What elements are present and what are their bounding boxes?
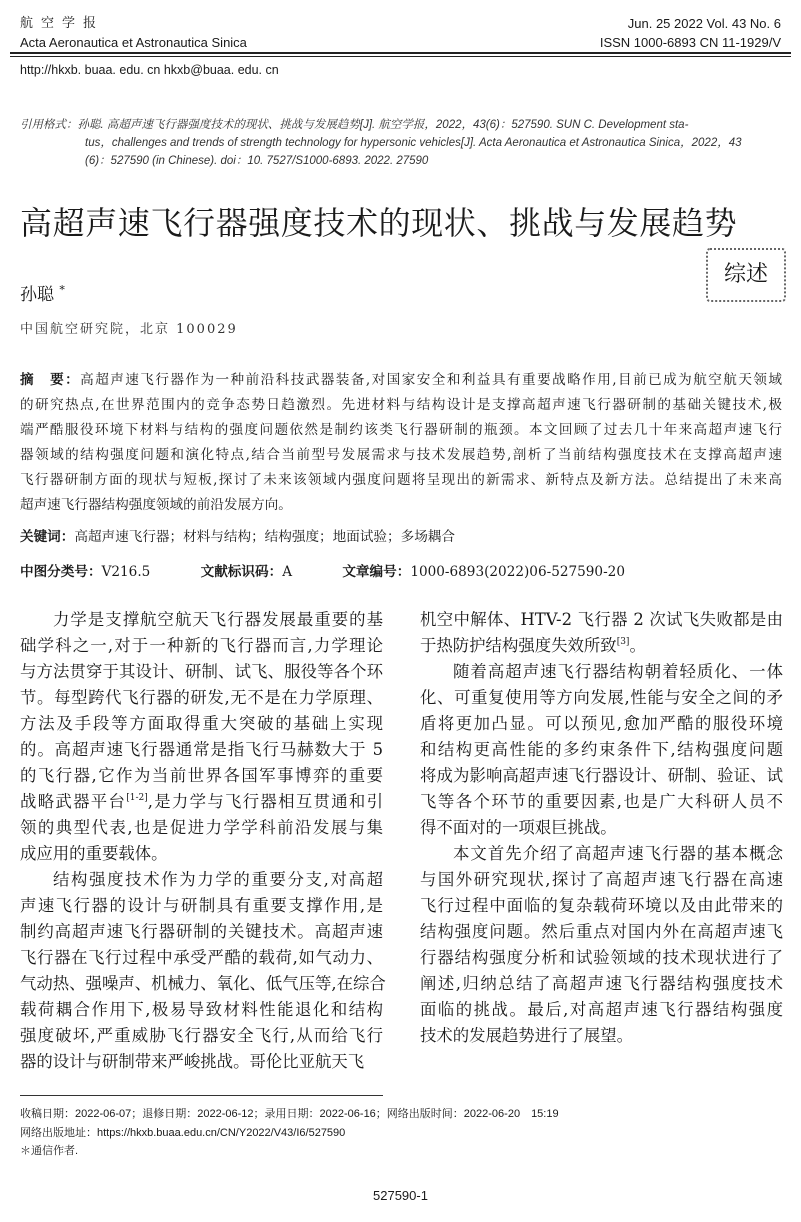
- page-number: 527590-1: [373, 1188, 428, 1203]
- body-text-line: 化、可重复使用等方向发展,性能与安全之间的矛: [420, 688, 783, 707]
- doc-code-label: 文献标识码：: [200, 564, 283, 580]
- body-text-line: 节。每型跨代飞行器的研发,无不是在力学原理、: [20, 688, 383, 707]
- abstract-text: 端严酷服役环境下材料与结构的强度问题依然是制约该类飞行器研制的瓶颈。本文回顾了过去几十年来高超声速飞行: [20, 422, 782, 438]
- keywords: [20, 525, 455, 545]
- citation-line: 引用格式：孙聪. 高超声速飞行器强度技术的现状、挑战与发展趋势[J]. 航空学报，2022，43(6)：527590. SUN C. Development sta-: [20, 119, 689, 131]
- keywords-label: 关键词：: [20, 529, 75, 545]
- abstract-line: [20, 468, 782, 493]
- issue-date-volume: Jun. 25 2022 Vol. 43 No. 6: [627, 16, 781, 31]
- online-address-footnote[interactable]: 网络出版地址：https://hkxb.buaa.edu.cn/CN/Y2022/V43/I6/527590: [20, 1126, 346, 1139]
- body-text-line: 本文首先介绍了高超声速飞行器的基本概念: [453, 844, 783, 863]
- corresponding-author-footnote: ＊通信作者.: [20, 1145, 79, 1157]
- body-column-left: [20, 607, 386, 1075]
- body-text-line: 方法及手段等方面取得重大突破的基础上实现: [20, 714, 383, 733]
- text-segment: 。: [629, 636, 646, 655]
- body-text-line: 行器结构强度分析和试验领域的技术现状进行了: [420, 948, 783, 967]
- corresponding-mark: *: [59, 283, 65, 297]
- citation-line: tus，challenges and trends of strength technology for hypersonic vehicles[J]. Acta Aeronautica et Astronautica Sinica，2022，43: [85, 137, 742, 149]
- article-id-label: 文章编号：: [342, 564, 411, 580]
- abstract-label: 摘 要：: [20, 372, 81, 388]
- article-title: 高超声速飞行器强度技术的现状、挑战与发展趋势: [20, 204, 738, 242]
- author: [20, 280, 65, 305]
- dates-footnote: 收稿日期：2022-06-07；退修日期：2022-06-12；录用日期：2022-06-16；网络出版时间：2022-06-20 15:19: [20, 1108, 559, 1120]
- text-segment: 于热防护结构强度失效所致: [420, 636, 617, 655]
- body-text-line: 础学科之一,对于一种新的飞行器而言,力学理论: [20, 636, 383, 655]
- text-segment: 战略武器平台: [20, 792, 127, 811]
- body-text-line: 声速飞行器的设计与研制具有重要支撑作用,是: [20, 896, 383, 915]
- body-text-line: 载荷耦合作用下,极易导致材料性能退化和结构: [20, 1000, 383, 1019]
- journal-name-cn: 航空学报: [20, 16, 105, 31]
- text-segment: ,是力学与飞行器相互贯通和引: [147, 792, 384, 811]
- body-text-line: 机空中解体、HTV-2 飞行器 2 次试飞失败都是由: [420, 610, 783, 629]
- body-text-line: 领的典型代表,也是促进力学学科前沿发展与集: [20, 818, 383, 837]
- footnotes: [20, 1105, 559, 1161]
- clc-label: 中图分类号：: [20, 564, 102, 580]
- doc-code-value: A: [282, 564, 293, 580]
- body-text-line: 将成为影响高超声速飞行器设计、研制、验证、试: [420, 766, 783, 785]
- keywords-text: 高超声速飞行器；材料与结构；结构强度；地面试验；多场耦合: [74, 529, 455, 545]
- body-text-line: [20, 789, 383, 815]
- body-text-line: 结构强度技术作为力学的重要分支,对高超: [53, 870, 383, 889]
- body-column-right: [420, 607, 783, 1049]
- article-id-value: 1000-6893(2022)06-527590-20: [410, 564, 625, 580]
- abstract-line: [20, 393, 782, 418]
- body-text-line: 随着高超声速飞行器结构朝着轻质化、一体: [453, 662, 783, 681]
- citation-block: [20, 116, 782, 170]
- body-text-line: 力学是支撑航空航天飞行器发展最重要的基: [53, 610, 383, 629]
- body-text-line: 飞行过程中面临的复杂载荷环境以及由此带来的: [420, 896, 783, 915]
- body-text-line: 阐述,归纳总结了高超声速飞行器结构强度技术: [420, 974, 783, 993]
- clc-value: V216.5: [101, 564, 151, 580]
- abstract: [20, 368, 782, 518]
- body-text-line: [420, 633, 783, 659]
- body-text-line: 气动热、强噪声、机械力、氧化、低气压等,在综合: [20, 974, 386, 993]
- body-text-line: 结构强度问题。然后重点对国内外在高超声速飞: [420, 922, 783, 941]
- body-text-line: 强度破坏,严重威胁飞行器安全飞行,从而给飞行: [20, 1026, 383, 1045]
- body-text-line: 盾将更加凸显。可以预见,愈加严酷的服役环境: [420, 714, 783, 733]
- body-text-line: 技术的发展趋势进行了展望。: [420, 1026, 634, 1045]
- body-text-line: 飞行器在飞行过程中承受严酷的载荷,如气动力、: [20, 948, 383, 967]
- classification-row: [20, 560, 782, 580]
- journal-urls[interactable]: http://hkxb. buaa. edu. cn hkxb@buaa. edu. cn: [20, 63, 279, 77]
- citation-ref: [1-2]: [126, 793, 148, 803]
- author-name: 孙聪: [20, 285, 54, 305]
- footnote-divider: [20, 1095, 383, 1096]
- abstract-text: 高超声速飞行器作为一种前沿科技武器装备,对国家安全和利益具有重要战略作用,目前已成为航空航天领域: [80, 372, 783, 388]
- body-text-line: 面临的挑战。最后,对高超声速飞行器结构强度: [420, 1000, 783, 1019]
- body-text-line: 和结构更高性能的多约束条件下,结构强度问题: [420, 740, 783, 759]
- abstract-text: 飞行器研制方面的现状与短板,探讨了未来该领域内强度问题将呈现出的新需求、新特点及新方法。总结提出了未来高: [20, 472, 782, 488]
- header-divider: [10, 52, 791, 57]
- body-text-line: 与方法贯穿于其设计、研制、试飞、服役等各个环: [20, 662, 383, 681]
- review-badge: 综述: [706, 248, 786, 302]
- affiliation: 中国航空研究院，北京 100029: [20, 322, 238, 337]
- abstract-text: 的研究热点,在世界范围内的竞争态势日趋激烈。先进材料与结构设计是支撑高超声速飞行器研制的基础关键技术,极: [20, 397, 782, 413]
- body-text-line: 飞等各个环节的重要因素,也是广大科研人员不: [420, 792, 783, 811]
- abstract-text: 器领域的结构强度问题和演化特点,结合当前型号发展需求与技术发展趋势,剖析了当前结构强度技术在支撑高超声速: [20, 447, 782, 463]
- body-text-line: 成应用的重要载体。: [20, 844, 168, 863]
- body-text-line: 的飞行器,它作为当前世界各国军事博弈的重要: [20, 766, 383, 785]
- body-text-line: 的。高超声速飞行器通常是指飞行马赫数大于 5: [20, 740, 383, 759]
- journal-header-right: [600, 14, 781, 52]
- body-text-line: 器的设计与研制带来严峻挑战。哥伦比亚航天飞: [20, 1052, 365, 1071]
- issn-cn: ISSN 1000-6893 CN 11-1929/V: [599, 35, 781, 50]
- body-text-line: 制约高超声速飞行器研制的关键技术。高超声速: [20, 922, 383, 941]
- body-text-line: 与国外研究现状,探讨了高超声速飞行器在高速: [420, 870, 783, 889]
- citation-ref: [3]: [616, 637, 630, 647]
- abstract-line: [20, 418, 782, 443]
- journal-header-left: [20, 14, 247, 52]
- abstract-line: [20, 443, 782, 468]
- abstract-text: 超声速飞行器结构强度领域的前沿发展方向。: [20, 497, 292, 513]
- abstract-line: [20, 493, 782, 518]
- journal-name-en: Acta Aeronautica et Astronautica Sinica: [20, 35, 247, 50]
- body-text-line: 得不面对的一项艰巨挑战。: [420, 818, 617, 837]
- abstract-line: [20, 368, 782, 393]
- citation-line: (6)：527590 (in Chinese). doi：10. 7527/S1000-6893. 2022. 27590: [85, 155, 429, 167]
